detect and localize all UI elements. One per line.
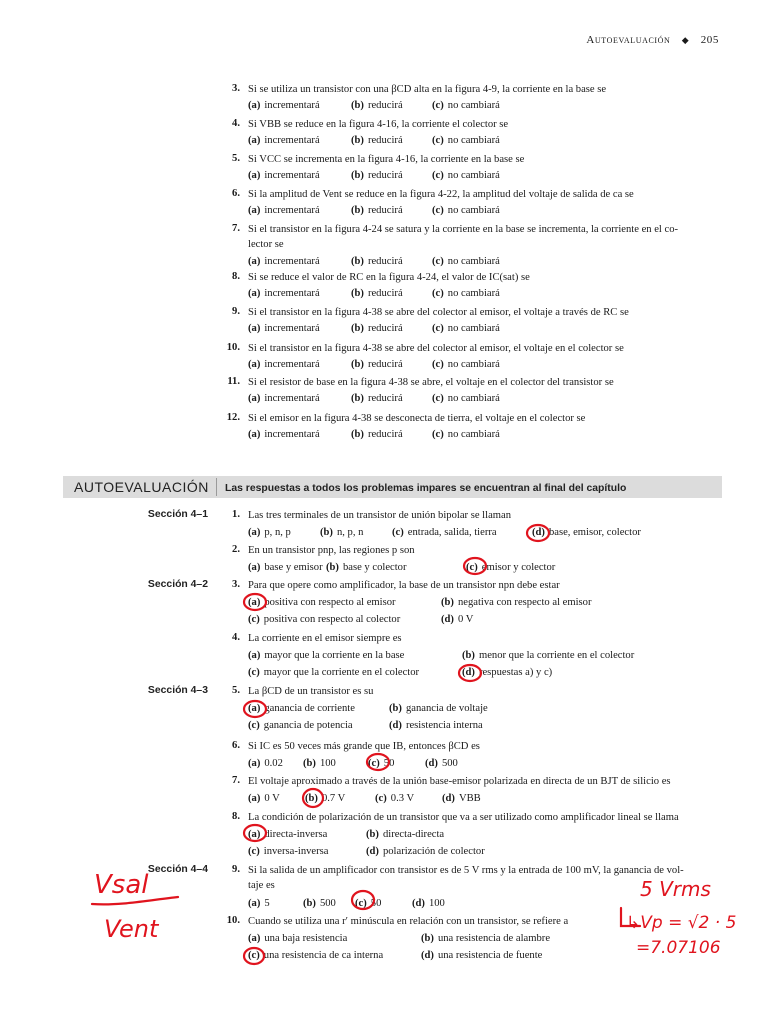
answer-option: (a) positiva con respecto al emisor [248, 597, 396, 608]
arrow-stroke [621, 908, 640, 926]
answer-option: (d) polarización de colector [366, 846, 485, 857]
answer-option: (a) incrementará [248, 100, 320, 111]
running-header [586, 34, 719, 46]
answer-option: (d) una resistencia de fuente [421, 950, 543, 961]
answer-option: (b) reducirá [351, 170, 403, 181]
section-label-4-1: Sección 4–1 [147, 509, 208, 520]
question-number: 10. [226, 915, 240, 926]
answer-option: (a) incrementará [248, 205, 320, 216]
answer-option: (a) base y emisor [248, 562, 323, 573]
answer-option: (a) incrementará [248, 393, 320, 404]
answer-option: (d) base, emisor, colector [532, 527, 641, 538]
answer-option: (c) 50 [368, 758, 395, 769]
answer-option: (b) negativa con respecto al emisor [441, 597, 592, 608]
question-number: 4. [232, 118, 240, 129]
question-number: 8. [232, 811, 240, 822]
answer-option: (b) reducirá [351, 393, 403, 404]
answer-option: (c) inversa-inversa [248, 846, 329, 857]
question-text: lector se [248, 239, 284, 250]
section-label-4-2: Sección 4–2 [147, 579, 208, 590]
answer-option: (b) reducirá [351, 205, 403, 216]
question-number: 8. [232, 271, 240, 282]
question-number: 3. [232, 579, 240, 590]
question-text: taje es [248, 880, 275, 891]
question-text: La βCD de un transistor es su [248, 686, 374, 697]
band-divider [216, 478, 217, 496]
question-text: Si el transistor en la figura 4-24 se satura y la corriente en la base se incrementa, la corriente en el co- [248, 224, 679, 235]
answer-option: (b) reducirá [351, 429, 403, 440]
question-text: Si se reduce el valor de RC en la figura 4-24, el valor de IC(sat) se [248, 272, 530, 283]
answer-option: (c) no cambiará [432, 429, 500, 440]
question-text: Si IC es 50 veces más grande que IB, entonces βCD es [248, 741, 480, 752]
answer-option: (c) no cambiará [432, 256, 500, 267]
answer-option: (a) incrementará [248, 288, 320, 299]
question-text: Cuando se utiliza una r′ minúscula en relación con un transistor, se refiere a [248, 916, 569, 927]
answer-option: (a) ganancia de corriente [248, 703, 355, 714]
hw-vent: Vent [104, 915, 159, 943]
answer-option: (c) no cambiará [432, 100, 500, 111]
answer-option: (c) mayor que la corriente en el colector [248, 667, 420, 678]
answer-option: (b) 500 [303, 898, 336, 909]
question-number: 11. [227, 376, 240, 387]
answer-option: (c) no cambiará [432, 359, 500, 370]
question-number: 5. [232, 685, 240, 696]
answer-option: (b) 100 [303, 758, 336, 769]
answer-option: (d) VBB [442, 793, 481, 804]
question-number: 1. [232, 509, 240, 520]
answer-option: (a) incrementará [248, 256, 320, 267]
answer-option: (b) reducirá [351, 100, 403, 111]
answer-option: (b) directa-directa [366, 829, 445, 840]
hw-vp: ↳Vp = √2 · 5 [626, 913, 737, 933]
answer-option: (a) incrementará [248, 323, 320, 334]
answer-option: (d) 100 [412, 898, 445, 909]
question-text: Si el transistor en la figura 4-38 se abre del colector al emisor, el voltaje a través de RC se [248, 307, 629, 318]
answer-option: (c) no cambiará [432, 170, 500, 181]
question-text: Para que opere como amplificador, la base de un transistor npn debe estar [248, 580, 560, 591]
question-text: Si VCC se incrementa en la figura 4-16, la corriente en la base se [248, 154, 525, 165]
question-text: La condición de polarización de un transistor que va a ser utilizado como amplificador lineal se llama [248, 812, 679, 823]
answer-option: (b) reducirá [351, 288, 403, 299]
answer-option: (a) directa-inversa [248, 829, 328, 840]
question-text: La corriente en el emisor siempre es [248, 633, 402, 644]
answer-option: (d) 0 V [441, 614, 474, 625]
answer-option: (b) 0.7 V [305, 793, 346, 804]
answer-option: (d) 500 [425, 758, 458, 769]
question-text: Si el emisor en la figura 4-38 se desconecta de tierra, el voltaje en el colector se [248, 413, 586, 424]
section-label-4-3: Sección 4–3 [147, 685, 208, 696]
question-text: Si la amplitud de Vent se reduce en la figura 4-22, la amplitud del voltaje de salida de ca se [248, 189, 634, 200]
section-label-4-4: Sección 4–4 [147, 864, 208, 875]
question-text: Si se utiliza un transistor con una βCD alta en la figura 4-9, la corriente en la base se [248, 84, 607, 95]
answer-option: (a) p, n, p [248, 527, 291, 538]
answer-option: (b) reducirá [351, 359, 403, 370]
question-number: 7. [232, 775, 240, 786]
answer-option: (c) 50 [355, 898, 382, 909]
answer-option: (c) ganancia de potencia [248, 720, 353, 731]
question-number: 6. [232, 188, 240, 199]
answer-option: (a) incrementará [248, 359, 320, 370]
question-text: Si la salida de un amplificador con transistor es de 5 V rms y la entrada de 100 mV, la ganancia de vol- [248, 865, 684, 876]
question-number: 10. [226, 342, 240, 353]
answer-option: (a) incrementará [248, 170, 320, 181]
header-section: Autoevaluación [586, 34, 671, 46]
answer-option: (b) reducirá [351, 256, 403, 267]
answer-option: (a) 0.02 [248, 758, 283, 769]
answer-option: (c) una resistencia de ca interna [248, 950, 384, 961]
question-number: 7. [232, 223, 240, 234]
fraction-bar [92, 897, 178, 904]
question-text: Si el resistor de base en la figura 4-38 se abre, el voltaje en el colector del transistor se [248, 377, 614, 388]
question-number: 3. [232, 83, 240, 94]
answer-option: (b) una resistencia de alambre [421, 933, 551, 944]
question-number: 12. [226, 412, 240, 423]
answer-option: (c) entrada, salida, tierra [392, 527, 497, 538]
question-text: Si VBB se reduce en la figura 4-16, la corriente el colector se [248, 119, 509, 130]
answer-option: (a) mayor que la corriente en la base [248, 650, 405, 661]
question-text: El voltaje aproximado a través de la unión base-emisor polarizada en directa de un BJT de silicio es [248, 776, 671, 787]
answer-option: (c) no cambiará [432, 393, 500, 404]
answer-option: (d) respuestas a) y c) [462, 667, 553, 678]
answer-option: (c) no cambiará [432, 205, 500, 216]
answer-option: (b) n, p, n [320, 527, 364, 538]
question-text: En un transistor pnp, las regiones p son [248, 545, 415, 556]
answer-option: (a) 0 V [248, 793, 280, 804]
answer-option: (a) una baja resistencia [248, 933, 348, 944]
question-text: Si el transistor en la figura 4-38 se abre del colector al emisor, el voltaje en el colector se [248, 343, 624, 354]
question-number: 4. [232, 632, 240, 643]
answer-option: (a) 5 [248, 898, 270, 909]
answer-option: (d) resistencia interna [389, 720, 483, 731]
question-number: 9. [232, 306, 240, 317]
band-title: AUTOEVALUACIÓN [74, 479, 209, 495]
answer-option: (b) base y colector [326, 562, 407, 573]
answer-option: (b) menor que la corriente en el colector [462, 650, 635, 661]
answer-option: (c) emisor y colector [466, 562, 556, 573]
question-number: 5. [232, 153, 240, 164]
answer-option: (a) incrementará [248, 429, 320, 440]
answer-option: (b) reducirá [351, 323, 403, 334]
answer-option: (c) positiva con respecto al colector [248, 614, 401, 625]
answer-option: (c) no cambiará [432, 135, 500, 146]
answer-option: (c) no cambiará [432, 288, 500, 299]
diamond-icon: ◆ [681, 35, 690, 45]
hw-vsal: Vsal [94, 870, 149, 900]
question-number: 6. [232, 740, 240, 751]
answer-option: (c) 0.3 V [375, 793, 415, 804]
hw-vrms: 5 Vrms [640, 877, 711, 901]
answer-option: (b) reducirá [351, 135, 403, 146]
answer-option: (c) no cambiará [432, 323, 500, 334]
hw-result: =7.07106 [636, 938, 721, 958]
question-number: 9. [232, 864, 240, 875]
band-subtitle: Las respuestas a todos los problemas impares se encuentran al final del capítulo [225, 483, 627, 494]
question-text: Las tres terminales de un transistor de unión bipolar se llaman [248, 510, 512, 521]
question-number: 2. [232, 544, 240, 555]
answer-option: (a) incrementará [248, 135, 320, 146]
answer-option: (b) ganancia de voltaje [389, 703, 488, 714]
page-number: 205 [700, 34, 719, 46]
